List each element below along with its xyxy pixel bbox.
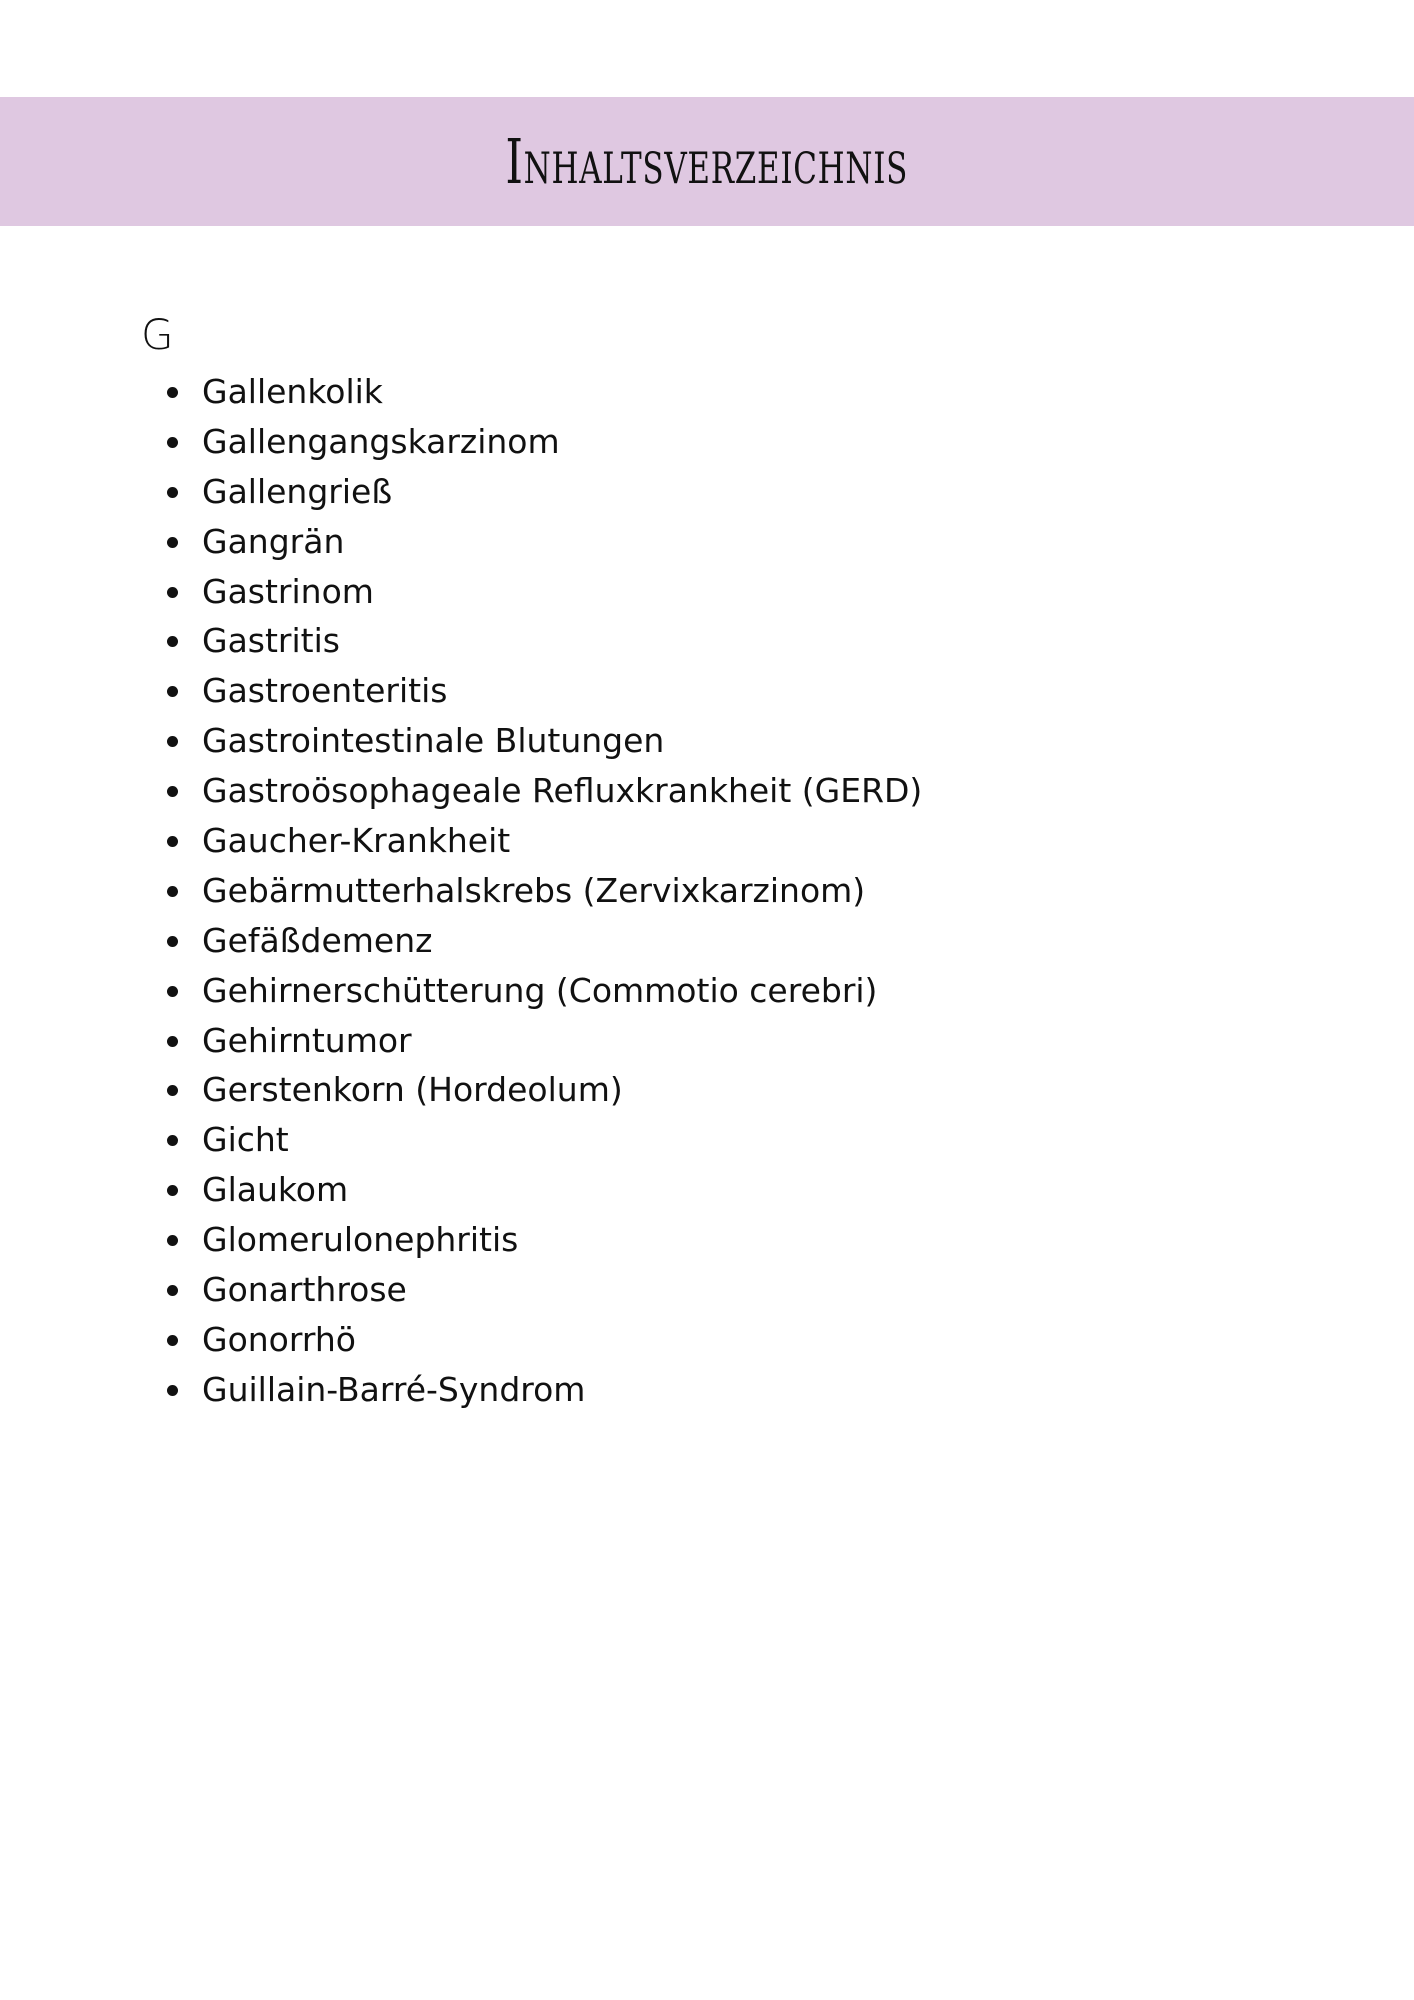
page-title: Inhaltsverzeichnis — [505, 125, 909, 198]
list-item-label: Gefäßdemenz — [202, 920, 433, 960]
section-letter-heading: G — [141, 310, 174, 359]
bullet-icon — [167, 587, 178, 598]
list-item-label: Gastroösophageale Refluxkrankheit (GERD) — [202, 771, 923, 811]
list-item-label: Gonorrhö — [202, 1319, 356, 1359]
bullet-icon — [167, 1085, 178, 1096]
bullet-icon — [167, 886, 178, 897]
list-item-label: Glomerulonephritis — [202, 1220, 519, 1260]
bullet-icon — [167, 437, 178, 448]
bullet-icon — [167, 786, 178, 797]
bullet-icon — [167, 1185, 178, 1196]
list-item-label: Gastroenteritis — [202, 671, 448, 711]
list-item-label: Gicht — [202, 1120, 289, 1160]
list-item-label: Gebärmutterhalskrebs (Zervixkarzinom) — [202, 870, 866, 910]
list-item-label: Gastritis — [202, 621, 340, 661]
list-item-label: Gangrän — [202, 521, 345, 561]
list-item-label: Gerstenkorn (Hordeolum) — [202, 1070, 623, 1110]
bullet-icon — [167, 1235, 178, 1246]
list-item-label: Gallengangskarzinom — [202, 421, 560, 461]
bullet-icon — [167, 1335, 178, 1346]
bullet-icon — [167, 487, 178, 498]
bullet-icon — [167, 387, 178, 398]
list-item-label: Gastrinom — [202, 571, 374, 611]
bullet-icon — [167, 1385, 178, 1396]
list-item-label: Gallengrieß — [202, 471, 393, 511]
bullet-icon — [167, 1135, 178, 1146]
list-item-label: Gallenkolik — [202, 372, 383, 411]
list-item-label: Glaukom — [202, 1170, 349, 1210]
bullet-icon — [167, 936, 178, 947]
list-item-label: Gaucher-Krankheit — [202, 821, 511, 861]
list-item-label: Gehirntumor — [202, 1020, 412, 1060]
list-item-label: Guillain-Barré-Syndrom — [202, 1369, 586, 1409]
bullet-icon — [167, 537, 178, 548]
list-item-label: Gehirnerschütterung (Commotio cerebri) — [202, 970, 878, 1010]
bullet-icon — [167, 686, 178, 697]
list-item-label: Gonarthrose — [202, 1270, 407, 1310]
header-band — [0, 97, 1414, 226]
bullet-icon — [167, 636, 178, 647]
bullet-icon — [167, 986, 178, 997]
bullet-icon — [167, 1036, 178, 1047]
bullet-icon — [167, 836, 178, 847]
bullet-icon — [167, 736, 178, 747]
bullet-icon — [167, 1285, 178, 1296]
list-item-label: Gastrointestinale Blutungen — [202, 721, 665, 761]
